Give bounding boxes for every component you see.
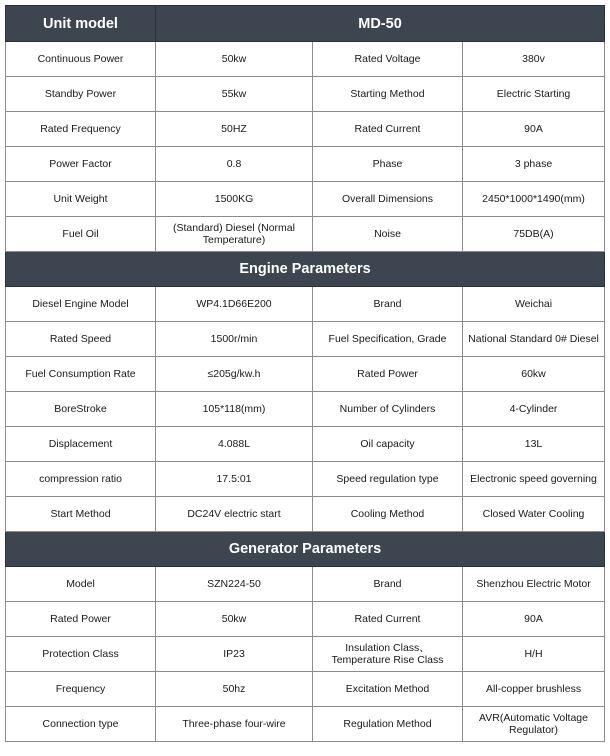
engine-section [6,287,605,532]
spec-table [5,5,605,742]
param-label: Diesel Engine Model [6,287,156,322]
param-value: 50kw [156,42,313,77]
generator-section-title: Generator Parameters [6,532,605,567]
param-label: Rated Power [313,357,463,392]
unit-section [6,42,605,252]
param-label: compression ratio [6,462,156,497]
param-value: Closed Water Cooling [463,497,605,532]
unit-model-label: Unit model [6,6,156,42]
param-value: 55kw [156,77,313,112]
param-value: 90A [463,112,605,147]
header-row [6,6,605,42]
param-label: Protection Class [6,637,156,672]
generator-row [6,602,605,637]
param-label: Rated Speed [6,322,156,357]
param-label: Unit Weight [6,182,156,217]
engine-section-title: Engine Parameters [6,252,605,287]
generator-row [6,672,605,707]
param-value: 2450*1000*1490(mm) [463,182,605,217]
param-label: Rated Frequency [6,112,156,147]
engine-row [6,357,605,392]
param-value: 75DB(A) [463,217,605,252]
param-label: Fuel Specification, Grade [313,322,463,357]
unit-row [6,77,605,112]
param-label: Excitation Method [313,672,463,707]
param-label: Continuous Power [6,42,156,77]
param-label: Rated Voltage [313,42,463,77]
param-label: Starting Method [313,77,463,112]
param-label: Cooling Method [313,497,463,532]
param-value: Weichai [463,287,605,322]
engine-row [6,497,605,532]
unit-model-value: MD-50 [156,6,605,42]
engine-row [6,427,605,462]
param-label: Phase [313,147,463,182]
param-value: 105*118(mm) [156,392,313,427]
param-value: 1500KG [156,182,313,217]
param-label: Fuel Consumption Rate [6,357,156,392]
param-label: Model [6,567,156,602]
param-value: ≤205g/kw.h [156,357,313,392]
param-value: 90A [463,602,605,637]
param-value: National Standard 0# Diesel [463,322,605,357]
param-value: 13L [463,427,605,462]
param-value: 60kw [463,357,605,392]
section-header-row [6,532,605,567]
param-label: Brand [313,567,463,602]
param-value: Electric Starting [463,77,605,112]
param-value: 3 phase [463,147,605,182]
param-label: Rated Current [313,602,463,637]
param-label: Overall Dimensions [313,182,463,217]
unit-row [6,112,605,147]
param-label: Frequency [6,672,156,707]
unit-row [6,217,605,252]
param-value: 50kw [156,602,313,637]
generator-row [6,637,605,672]
param-label: Connection type [6,707,156,742]
unit-row [6,42,605,77]
param-label: Rated Power [6,602,156,637]
generator-row [6,707,605,742]
param-value: 4-Cylinder [463,392,605,427]
engine-row [6,392,605,427]
param-label: Displacement [6,427,156,462]
param-value: 17.5:01 [156,462,313,497]
generator-section [6,567,605,742]
param-value: 50HZ [156,112,313,147]
param-label: BoreStroke [6,392,156,427]
param-label: Brand [313,287,463,322]
param-label: Insulation Class、Temperature Rise Class [313,637,463,672]
param-value: (Standard) Diesel (Normal Temperature) [156,217,313,252]
param-label: Standby Power [6,77,156,112]
param-label: Start Method [6,497,156,532]
param-label: Rated Current [313,112,463,147]
param-value: 0.8 [156,147,313,182]
param-value: Electronic speed governing [463,462,605,497]
generator-row [6,567,605,602]
param-label: Regulation Method [313,707,463,742]
param-value: 50hz [156,672,313,707]
param-label: Oil capacity [313,427,463,462]
param-value: DC24V electric start [156,497,313,532]
param-value: Shenzhou Electric Motor [463,567,605,602]
unit-row [6,147,605,182]
param-value: 4.088L [156,427,313,462]
param-value: All-copper brushless [463,672,605,707]
param-label: Power Factor [6,147,156,182]
param-value: SZN224-50 [156,567,313,602]
param-label: Fuel Oil [6,217,156,252]
param-label: Speed regulation type [313,462,463,497]
engine-row [6,322,605,357]
unit-row [6,182,605,217]
engine-row [6,287,605,322]
param-value: AVR(Automatic Voltage Regulator) [463,707,605,742]
param-value: H/H [463,637,605,672]
param-value: Three-phase four-wire [156,707,313,742]
param-label: Number of Cylinders [313,392,463,427]
section-header-row [6,252,605,287]
param-value: 1500r/min [156,322,313,357]
param-value: 380v [463,42,605,77]
param-label: Noise [313,217,463,252]
engine-row [6,462,605,497]
param-value: IP23 [156,637,313,672]
param-value: WP4.1D66E200 [156,287,313,322]
